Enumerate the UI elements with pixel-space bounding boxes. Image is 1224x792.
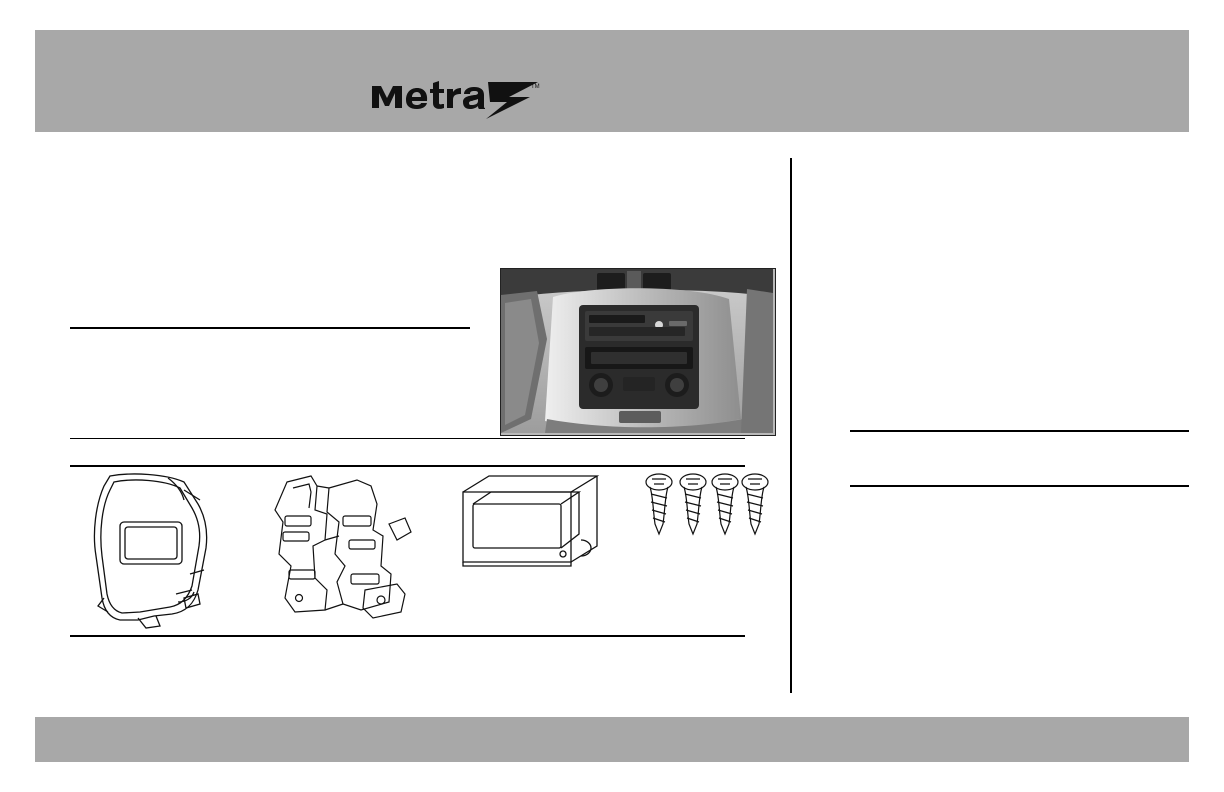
right-section-rule-one [850,430,1189,432]
document-body [35,150,1189,695]
kit-title-rule [70,327,470,329]
vehicle-dash-photo [500,268,776,436]
metra-logo [370,78,540,123]
part-screws-pack [645,470,775,565]
trademark-mark: TM [531,84,540,90]
left-column [35,150,780,695]
right-section-rule-two [850,485,1189,487]
column-divider [790,158,792,693]
footer-banner [35,717,1189,762]
part-mounting-bracket [265,470,430,635]
part-dash-kit-trim-panel [80,470,230,635]
right-column [810,150,1189,695]
parts-illustrations [70,470,780,630]
part-storage-pocket [455,470,615,585]
header-banner [35,30,1189,132]
section-rule-upper [70,438,745,439]
parts-section-rule-bottom [70,635,745,637]
parts-section-rule-top [70,465,745,467]
